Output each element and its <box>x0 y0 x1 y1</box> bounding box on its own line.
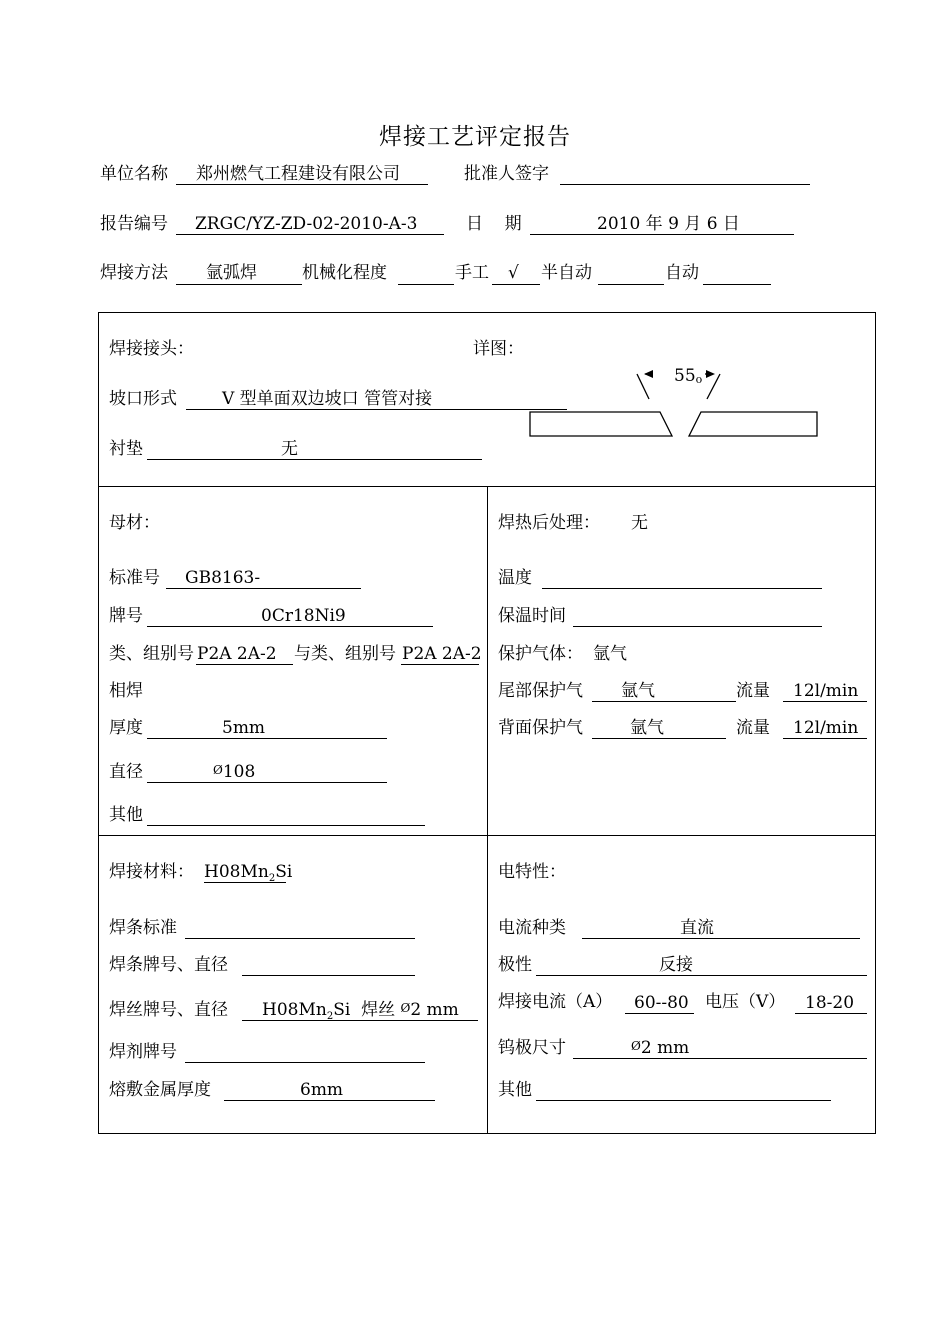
flux-label: 焊剂牌号 <box>109 1042 177 1062</box>
arrowhead-left-icon <box>644 370 653 378</box>
back-flow-underline <box>783 738 867 739</box>
class-label: 类、组别号 <box>109 644 194 664</box>
trailing-flow-underline <box>783 701 867 702</box>
left-bevel-guide <box>637 374 649 399</box>
with-value: P2A 2A-2 <box>402 644 482 664</box>
joint-label: 焊接接头： <box>109 339 194 359</box>
unit-label: 单位名称 <box>100 164 168 184</box>
groove-label: 坡口形式 <box>109 389 177 409</box>
method-value: 氩弧焊 <box>206 263 257 283</box>
diameter-label: 直径 <box>109 762 143 782</box>
backing-label: 衬垫 <box>109 439 143 459</box>
mech-underline <box>398 284 454 285</box>
back-shield-value: 氩气 <box>630 718 664 738</box>
method-underline <box>176 284 302 285</box>
filler-underline <box>204 882 286 883</box>
arrowhead-right-icon <box>706 370 715 378</box>
elec-other-label: 其他 <box>498 1080 532 1100</box>
date-label: 日 期 <box>466 214 522 234</box>
filler-label: 焊接材料： <box>109 862 194 882</box>
trailing-flow-label: 流量 <box>736 681 770 701</box>
base-other-underline <box>147 825 425 826</box>
standard-underline <box>166 588 361 589</box>
class-underline <box>196 664 293 665</box>
diameter-value: Ø108 <box>213 762 256 782</box>
manual-underline <box>492 284 540 285</box>
grade-value: 0Cr18Ni9 <box>261 606 346 626</box>
polarity-label: 极性 <box>498 955 532 975</box>
hold-label: 保温时间 <box>498 606 566 626</box>
tungsten-underline <box>573 1058 867 1059</box>
manual-check: √ <box>508 263 519 283</box>
voltage-underline <box>795 1013 867 1014</box>
standard-label: 标准号 <box>109 568 160 588</box>
groove-underline <box>186 409 567 410</box>
grade-underline <box>147 626 433 627</box>
polarity-value: 反接 <box>659 955 693 975</box>
base-metal-label: 母材： <box>109 513 160 533</box>
current-type-label: 电流种类 <box>498 918 566 938</box>
semi-underline <box>598 284 664 285</box>
tungsten-label: 钨极尺寸 <box>498 1038 566 1058</box>
thickness-label: 厚度 <box>109 718 143 738</box>
method-label: 焊接方法 <box>100 263 168 283</box>
groove-value: V 型单面双边坡口 管管对接 <box>222 389 433 409</box>
trailing-underline <box>592 701 736 702</box>
thickness-underline <box>147 738 387 739</box>
back-shield-label: 背面保护气 <box>498 718 583 738</box>
trailing-label: 尾部保护气 <box>498 681 583 701</box>
unit-value: 郑州燃气工程建设有限公司 <box>196 164 400 184</box>
standard-value: GB8163- <box>185 568 261 588</box>
temp-label: 温度 <box>498 568 532 588</box>
deposit-label: 熔敷金属厚度 <box>109 1080 211 1100</box>
date-underline <box>530 234 794 235</box>
class-value: P2A 2A-2 <box>197 644 277 664</box>
temp-underline <box>542 588 822 589</box>
report-no-underline <box>176 234 444 235</box>
right-plate <box>689 412 817 436</box>
with-underline <box>401 664 479 665</box>
auto-underline <box>703 284 771 285</box>
approver-underline <box>560 184 810 185</box>
rod-grade-underline <box>242 975 415 976</box>
auto-label: 自动 <box>665 263 699 283</box>
backing-underline <box>147 459 482 460</box>
with-label: 与类、组别号 <box>294 644 396 664</box>
rod-std-label: 焊条标准 <box>109 918 177 938</box>
thickness-value: 5mm <box>222 718 266 738</box>
base-other-label: 其他 <box>109 805 143 825</box>
right-bevel-guide <box>707 374 720 399</box>
trailing-flow-value: 12l/min <box>793 681 859 701</box>
voltage-label: 电压（V） <box>705 992 786 1012</box>
current-label: 焊接电流（A） <box>498 992 613 1012</box>
report-no-label: 报告编号 <box>100 214 168 234</box>
table-column-divider <box>487 486 488 1133</box>
deposit-value: 6mm <box>300 1080 344 1100</box>
back-shield-underline <box>592 738 726 739</box>
flux-underline <box>185 1062 425 1063</box>
polarity-underline <box>536 975 867 976</box>
shield-label: 保护气体： <box>498 644 583 664</box>
voltage-value: 18-20 <box>805 993 855 1013</box>
trailing-value: 氩气 <box>621 681 655 701</box>
deposit-underline <box>224 1100 435 1101</box>
angle-value: 55o <box>674 366 703 386</box>
rod-grade-label: 焊条牌号、直径 <box>109 955 228 975</box>
diameter-underline <box>147 782 387 783</box>
backing-value: 无 <box>281 439 298 459</box>
approver-label: 批准人签字 <box>464 164 549 184</box>
electrical-label: 电特性： <box>498 862 566 882</box>
left-plate <box>530 412 672 436</box>
pwht-label: 焊热后处理： <box>498 513 600 533</box>
back-flow-value: 12l/min <box>793 718 859 738</box>
elec-other-underline <box>536 1100 831 1101</box>
tungsten-value: Ø2 mm <box>631 1038 690 1058</box>
unit-underline <box>176 184 428 185</box>
page-title: 焊接工艺评定报告 <box>379 124 571 150</box>
wire-label: 焊丝牌号、直径 <box>109 1000 228 1020</box>
semi-label: 半自动 <box>541 263 592 283</box>
rod-std-underline <box>185 938 415 939</box>
wire-value: $H08Mn_2Si$ 焊丝 Ø2 mm <box>262 1000 459 1022</box>
date-value: 2010 年 9 月 6 日 <box>597 214 740 234</box>
current-value: 60--80 <box>634 993 689 1013</box>
filler-value: $H08Mn_2Si$ <box>204 862 293 884</box>
detail-label: 详图： <box>473 339 524 359</box>
shield-value: 氩气 <box>593 644 627 664</box>
pwht-value: 无 <box>631 513 648 533</box>
current-type-value: 直流 <box>680 918 714 938</box>
back-flow-label: 流量 <box>736 718 770 738</box>
current-type-underline <box>582 938 860 939</box>
phase-label: 相焊 <box>109 681 143 701</box>
report-no-value: ZRGC/YZ-ZD-02-2010-A-3 <box>195 214 418 234</box>
current-underline <box>625 1013 694 1014</box>
wire-underline <box>242 1020 478 1021</box>
mech-label: 机械化程度 <box>302 263 387 283</box>
grade-label: 牌号 <box>109 606 143 626</box>
hold-underline <box>573 626 822 627</box>
manual-label: 手工 <box>455 263 489 283</box>
